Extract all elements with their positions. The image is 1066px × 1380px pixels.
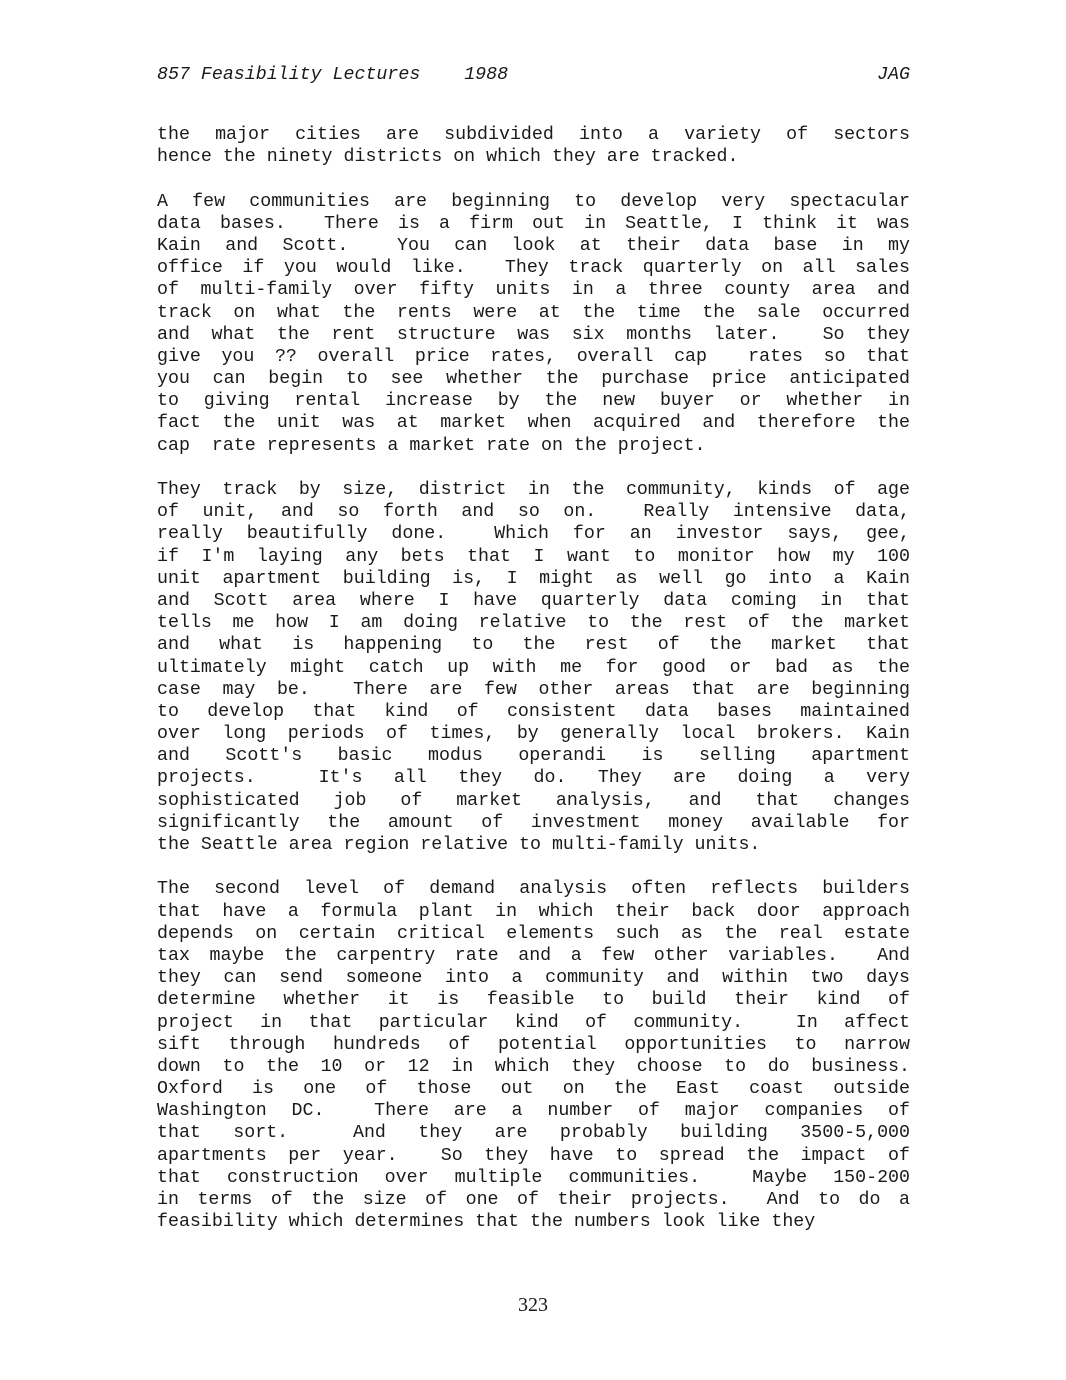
text-line: that construction over multiple communities. Maybe 150-200 [157, 1167, 910, 1188]
text-line: significantly the amount of investment money available for [157, 812, 910, 833]
paragraph [157, 191, 910, 457]
text-line: ultimately might catch up with me for good or bad as the [157, 657, 910, 678]
text-line: apartments per year. So they have to spread the impact of [157, 1145, 910, 1166]
text-line: tells me how I am doing relative to the rest of the market [157, 613, 910, 634]
page-header [157, 62, 910, 88]
text-line: project in that particular kind of community. In affect [157, 1012, 910, 1033]
text-line: Washington DC. There are a number of major companies of [157, 1101, 910, 1122]
header-course: 857 Feasibility Lectures [157, 65, 421, 85]
text-line: down to the 10 or 12 in which they choose to do business. [157, 1056, 910, 1077]
text-line: projects. It's all they do. They are doing a very [157, 768, 910, 789]
text-line: that have a formula plant in which their back door approach [157, 901, 910, 922]
text-line: The second level of demand analysis often reflects builders [157, 879, 910, 900]
text-line: and Scott's basic modus operandi is selling apartment [157, 746, 910, 767]
page-number: 323 [518, 1294, 548, 1316]
text-line: unit apartment building is, I might as well go into a Kain [157, 568, 910, 589]
text-line: to giving rental increase by the new buyer or whether in [157, 391, 910, 412]
text-line: over long periods of times, by generally local brokers. Kain [157, 724, 910, 745]
text-line: data bases. There is a firm out in Seattle, I think it was [157, 213, 910, 234]
text-line: sift through hundreds of potential opportunities to narrow [157, 1034, 910, 1055]
text-line: fact the unit was at market when acquired and therefore the [157, 413, 910, 434]
text-line: sophisticated job of market analysis, and that changes [157, 790, 910, 811]
text-line: office if you would like. They track quarterly on all sales [157, 258, 910, 279]
text-line: Kain and Scott. You can look at their data base in my [157, 235, 910, 256]
text-line: and what the rent structure was six months later. So they [157, 324, 910, 345]
text-line: depends on certain critical elements such as the real estate [157, 923, 910, 944]
text-line: in terms of the size of one of their projects. And to do a [157, 1190, 910, 1210]
text-line: you can begin to see whether the purchase price anticipated [157, 369, 910, 390]
text-line: They track by size, district in the community, kinds of age [157, 480, 910, 500]
text-line: determine whether it is feasible to build their kind of [157, 990, 910, 1011]
text-line: of unit, and so forth and so on. Really intensive data, [157, 502, 910, 523]
text-line: and Scott area where I have quarterly data coming in that [157, 590, 910, 611]
paragraph [157, 878, 910, 1233]
text-line: hence the ninety districts on which they are tracked. [157, 147, 739, 168]
text-line: A few communities are beginning to develop very spectacular [157, 191, 910, 212]
text-line: the major cities are subdivided into a variety of sectors [157, 125, 910, 145]
text-line: and what is happening to the rest of the market that [157, 635, 910, 656]
text-line: that sort. And they are probably building 3500-5,000 [157, 1123, 910, 1144]
text-line: the Seattle area region relative to multi-family units. [157, 835, 761, 855]
header-left [157, 62, 508, 88]
text-line: Oxford is one of those out on the East coast outside [157, 1079, 910, 1100]
text-line: really beautifully done. Which for an investor says, gee, [157, 524, 910, 545]
text-line: case may be. There are few other areas that are beginning [157, 679, 910, 700]
text-line: tax maybe the carpentry rate and a few other variables. And [157, 945, 910, 966]
text-line: feasibility which determines that the numbers look like they [157, 1212, 816, 1233]
text-line: of multi-family over fifty units in a three county area and [157, 280, 910, 301]
text-line: if I'm laying any bets that I want to monitor how my 100 [157, 546, 910, 567]
text-line: track on what the rents were at the time the sale occurred [157, 302, 910, 323]
text-line: cap rate represents a market rate on the project. [157, 435, 706, 456]
paragraph [157, 479, 910, 856]
paragraph [157, 124, 910, 168]
text-line: give you ?? overall price rates, overall cap rates so that [157, 346, 910, 367]
page-body [157, 124, 910, 1256]
text-line: they can send someone into a community and within two days [157, 968, 910, 989]
text-line: to develop that kind of consistent data bases maintained [157, 701, 910, 722]
header-author: JAG [877, 65, 910, 85]
header-year: 1988 [464, 65, 509, 85]
